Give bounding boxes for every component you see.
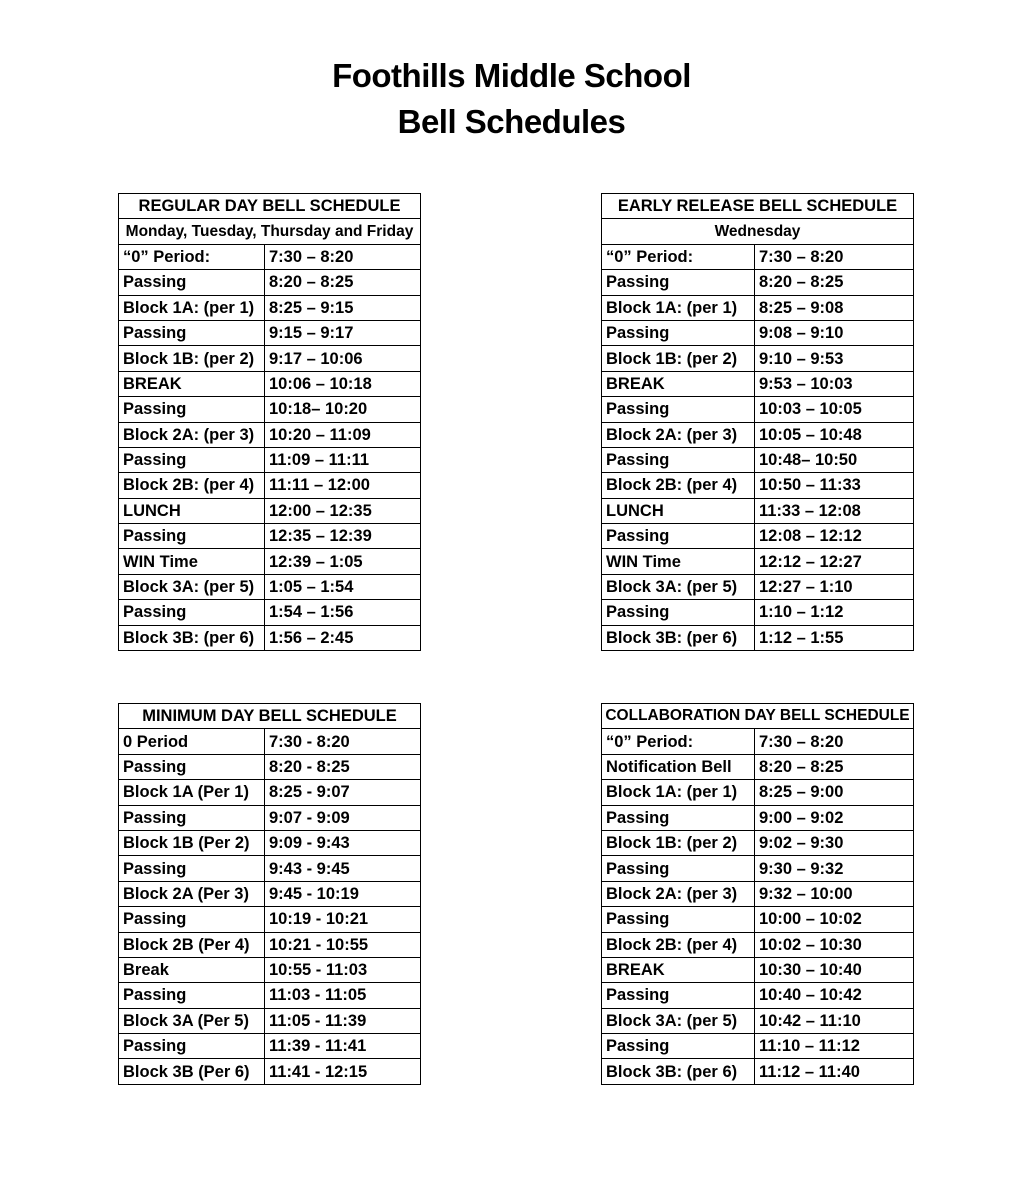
- period-name: Block 1A: (per 1): [602, 295, 755, 320]
- period-time: 10:50 – 11:33: [755, 473, 914, 498]
- table-row: [119, 524, 421, 549]
- period-time: 11:10 – 11:12: [755, 1034, 914, 1059]
- period-time: 9:17 – 10:06: [265, 346, 421, 371]
- period-name: Block 2A: (per 3): [602, 422, 755, 447]
- period-name: Passing: [602, 447, 755, 472]
- period-time: 9:15 – 9:17: [265, 320, 421, 345]
- period-name: Block 1A (Per 1): [119, 780, 265, 805]
- period-name: Passing: [602, 270, 755, 295]
- table-row: [119, 805, 421, 830]
- table-row: [602, 1034, 914, 1059]
- period-time: 10:30 – 10:40: [755, 957, 914, 982]
- period-time: 8:25 – 9:15: [265, 295, 421, 320]
- period-time: 11:39 - 11:41: [265, 1034, 421, 1059]
- schedule-heading-row: [119, 704, 421, 729]
- period-time: 1:56 – 2:45: [265, 625, 421, 650]
- table-row: [602, 830, 914, 855]
- period-time: 8:20 – 8:25: [755, 270, 914, 295]
- period-name: Passing: [119, 983, 265, 1008]
- table-row: [119, 907, 421, 932]
- period-time: 11:09 – 11:11: [265, 447, 421, 472]
- period-time: 11:12 – 11:40: [755, 1059, 914, 1084]
- table-row: [602, 346, 914, 371]
- schedule-heading: COLLABORATION DAY BELL SCHEDULE: [602, 704, 914, 729]
- table-row: [119, 371, 421, 396]
- period-time: 10:00 – 10:02: [755, 907, 914, 932]
- table-row: [119, 549, 421, 574]
- period-time: 12:08 – 12:12: [755, 524, 914, 549]
- period-time: 9:32 – 10:00: [755, 881, 914, 906]
- period-time: 10:42 – 11:10: [755, 1008, 914, 1033]
- period-name: WIN Time: [119, 549, 265, 574]
- period-time: 8:20 – 8:25: [265, 270, 421, 295]
- period-time: 8:20 – 8:25: [755, 754, 914, 779]
- table-row: [602, 447, 914, 472]
- period-time: 7:30 – 8:20: [755, 729, 914, 754]
- period-name: Block 1A: (per 1): [602, 780, 755, 805]
- table-row: [602, 524, 914, 549]
- period-name: Block 2B (Per 4): [119, 932, 265, 957]
- period-time: 8:25 – 9:00: [755, 780, 914, 805]
- period-time: 11:03 - 11:05: [265, 983, 421, 1008]
- table-row: [119, 780, 421, 805]
- table-row: [602, 1008, 914, 1033]
- schedule-days-row: [119, 219, 421, 244]
- table-row: [602, 295, 914, 320]
- schedule-heading-row: [119, 194, 421, 219]
- period-name: Passing: [602, 907, 755, 932]
- table-row: [119, 983, 421, 1008]
- table-row: [602, 729, 914, 754]
- period-name: Passing: [119, 754, 265, 779]
- period-name: BREAK: [602, 957, 755, 982]
- schedule-days-row: [602, 219, 914, 244]
- early-release-schedule-table: [601, 193, 914, 651]
- period-name: Block 3B: (per 6): [119, 625, 265, 650]
- period-time: 12:12 – 12:27: [755, 549, 914, 574]
- period-time: 9:07 - 9:09: [265, 805, 421, 830]
- period-time: 9:45 - 10:19: [265, 881, 421, 906]
- period-name: Block 3A (Per 5): [119, 1008, 265, 1033]
- page-title: Foothills Middle School: [332, 57, 691, 94]
- table-row: [602, 422, 914, 447]
- table-row: [602, 780, 914, 805]
- period-name: Passing: [119, 907, 265, 932]
- period-name: Block 3A: (per 5): [602, 574, 755, 599]
- period-name: Passing: [602, 856, 755, 881]
- table-row: [602, 625, 914, 650]
- table-row: [602, 957, 914, 982]
- table-row: [602, 473, 914, 498]
- table-row: [119, 447, 421, 472]
- schedule-heading: EARLY RELEASE BELL SCHEDULE: [602, 194, 914, 219]
- table-row: [602, 754, 914, 779]
- period-name: Passing: [119, 270, 265, 295]
- period-time: 12:39 – 1:05: [265, 549, 421, 574]
- period-time: 10:18– 10:20: [265, 397, 421, 422]
- table-row: [119, 754, 421, 779]
- schedule-days: Monday, Tuesday, Thursday and Friday: [119, 219, 421, 244]
- table-row: [119, 320, 421, 345]
- period-time: 9:02 – 9:30: [755, 830, 914, 855]
- period-time: 10:06 – 10:18: [265, 371, 421, 396]
- table-row: [602, 270, 914, 295]
- table-row: [119, 957, 421, 982]
- schedule-heading: REGULAR DAY BELL SCHEDULE: [119, 194, 421, 219]
- period-time: 11:33 – 12:08: [755, 498, 914, 523]
- period-name: “0” Period:: [602, 729, 755, 754]
- period-name: LUNCH: [119, 498, 265, 523]
- table-row: [602, 320, 914, 345]
- period-name: Passing: [119, 805, 265, 830]
- collaboration-day-schedule-table: [601, 703, 914, 1085]
- period-time: 10:55 - 11:03: [265, 957, 421, 982]
- period-time: 8:25 - 9:07: [265, 780, 421, 805]
- period-name: “0” Period:: [602, 244, 755, 269]
- table-row: [602, 983, 914, 1008]
- table-row: [119, 600, 421, 625]
- period-time: 9:10 – 9:53: [755, 346, 914, 371]
- period-name: Passing: [602, 983, 755, 1008]
- period-name: Block 2A (Per 3): [119, 881, 265, 906]
- schedule-heading: MINIMUM DAY BELL SCHEDULE: [119, 704, 421, 729]
- table-row: [119, 346, 421, 371]
- period-name: Block 3B: (per 6): [602, 625, 755, 650]
- period-time: 1:54 – 1:56: [265, 600, 421, 625]
- period-name: Passing: [119, 447, 265, 472]
- period-name: Block 1B: (per 2): [602, 830, 755, 855]
- period-name: Passing: [119, 524, 265, 549]
- period-time: 7:30 – 8:20: [755, 244, 914, 269]
- period-name: 0 Period: [119, 729, 265, 754]
- period-time: 10:19 - 10:21: [265, 907, 421, 932]
- period-name: BREAK: [119, 371, 265, 396]
- period-name: Passing: [602, 320, 755, 345]
- period-name: Passing: [602, 805, 755, 830]
- minimum-day-schedule-table: [118, 703, 421, 1085]
- period-time: 10:03 – 10:05: [755, 397, 914, 422]
- period-name: BREAK: [602, 371, 755, 396]
- period-name: Passing: [602, 524, 755, 549]
- period-name: Block 3A: (per 5): [602, 1008, 755, 1033]
- period-name: WIN Time: [602, 549, 755, 574]
- period-time: 9:30 – 9:32: [755, 856, 914, 881]
- table-row: [602, 907, 914, 932]
- period-time: 12:35 – 12:39: [265, 524, 421, 549]
- table-row: [602, 600, 914, 625]
- period-time: 7:30 – 8:20: [265, 244, 421, 269]
- period-time: 10:40 – 10:42: [755, 983, 914, 1008]
- period-name: Block 2B: (per 4): [602, 932, 755, 957]
- table-row: [602, 1059, 914, 1084]
- period-time: 10:48– 10:50: [755, 447, 914, 472]
- period-name: Block 1B (Per 2): [119, 830, 265, 855]
- schedule-heading-row: [602, 194, 914, 219]
- period-name: Passing: [119, 856, 265, 881]
- table-row: [119, 397, 421, 422]
- period-time: 9:53 – 10:03: [755, 371, 914, 396]
- period-name: Notification Bell: [602, 754, 755, 779]
- table-row: [119, 574, 421, 599]
- table-row: [602, 574, 914, 599]
- period-time: 7:30 - 8:20: [265, 729, 421, 754]
- table-row: [602, 498, 914, 523]
- table-row: [119, 422, 421, 447]
- period-time: 8:20 - 8:25: [265, 754, 421, 779]
- table-row: [602, 397, 914, 422]
- table-row: [119, 881, 421, 906]
- period-time: 10:20 – 11:09: [265, 422, 421, 447]
- period-time: 1:10 – 1:12: [755, 600, 914, 625]
- period-name: Break: [119, 957, 265, 982]
- regular-day-schedule-table: [118, 193, 421, 651]
- period-name: Block 2A: (per 3): [602, 881, 755, 906]
- period-time: 10:05 – 10:48: [755, 422, 914, 447]
- period-time: 9:00 – 9:02: [755, 805, 914, 830]
- table-row: [602, 932, 914, 957]
- table-row: [119, 498, 421, 523]
- period-name: Block 3B (Per 6): [119, 1059, 265, 1084]
- period-time: 11:41 - 12:15: [265, 1059, 421, 1084]
- table-row: [602, 881, 914, 906]
- period-name: Passing: [119, 397, 265, 422]
- period-time: 12:00 – 12:35: [265, 498, 421, 523]
- period-name: Block 3A: (per 5): [119, 574, 265, 599]
- period-name: Block 1B: (per 2): [119, 346, 265, 371]
- page-subtitle: Bell Schedules: [397, 103, 626, 140]
- table-row: [119, 1059, 421, 1084]
- schedule-heading-row: [602, 704, 914, 729]
- period-name: Block 2A: (per 3): [119, 422, 265, 447]
- table-row: [602, 244, 914, 269]
- table-row: [602, 371, 914, 396]
- period-name: Passing: [602, 1034, 755, 1059]
- table-row: [119, 856, 421, 881]
- period-time: 8:25 – 9:08: [755, 295, 914, 320]
- table-row: [119, 270, 421, 295]
- period-name: Passing: [119, 600, 265, 625]
- period-time: 10:21 - 10:55: [265, 932, 421, 957]
- period-name: Passing: [602, 397, 755, 422]
- period-name: Passing: [119, 1034, 265, 1059]
- table-row: [602, 805, 914, 830]
- period-time: 9:09 - 9:43: [265, 830, 421, 855]
- schedule-days: Wednesday: [602, 219, 914, 244]
- table-row: [602, 856, 914, 881]
- table-row: [119, 1008, 421, 1033]
- period-name: Block 1B: (per 2): [602, 346, 755, 371]
- period-time: 11:11 – 12:00: [265, 473, 421, 498]
- table-row: [119, 932, 421, 957]
- period-name: Block 1A: (per 1): [119, 295, 265, 320]
- period-time: 12:27 – 1:10: [755, 574, 914, 599]
- period-name: Passing: [602, 600, 755, 625]
- period-time: 11:05 - 11:39: [265, 1008, 421, 1033]
- period-time: 9:43 - 9:45: [265, 856, 421, 881]
- table-row: [602, 549, 914, 574]
- table-row: [119, 295, 421, 320]
- period-time: 1:12 – 1:55: [755, 625, 914, 650]
- period-name: “0” Period:: [119, 244, 265, 269]
- table-row: [119, 1034, 421, 1059]
- table-row: [119, 830, 421, 855]
- table-row: [119, 625, 421, 650]
- period-time: 9:08 – 9:10: [755, 320, 914, 345]
- table-row: [119, 244, 421, 269]
- period-time: 1:05 – 1:54: [265, 574, 421, 599]
- period-name: Block 3B: (per 6): [602, 1059, 755, 1084]
- period-name: LUNCH: [602, 498, 755, 523]
- period-name: Passing: [119, 320, 265, 345]
- period-name: Block 2B: (per 4): [119, 473, 265, 498]
- period-time: 10:02 – 10:30: [755, 932, 914, 957]
- table-row: [119, 729, 421, 754]
- period-name: Block 2B: (per 4): [602, 473, 755, 498]
- table-row: [119, 473, 421, 498]
